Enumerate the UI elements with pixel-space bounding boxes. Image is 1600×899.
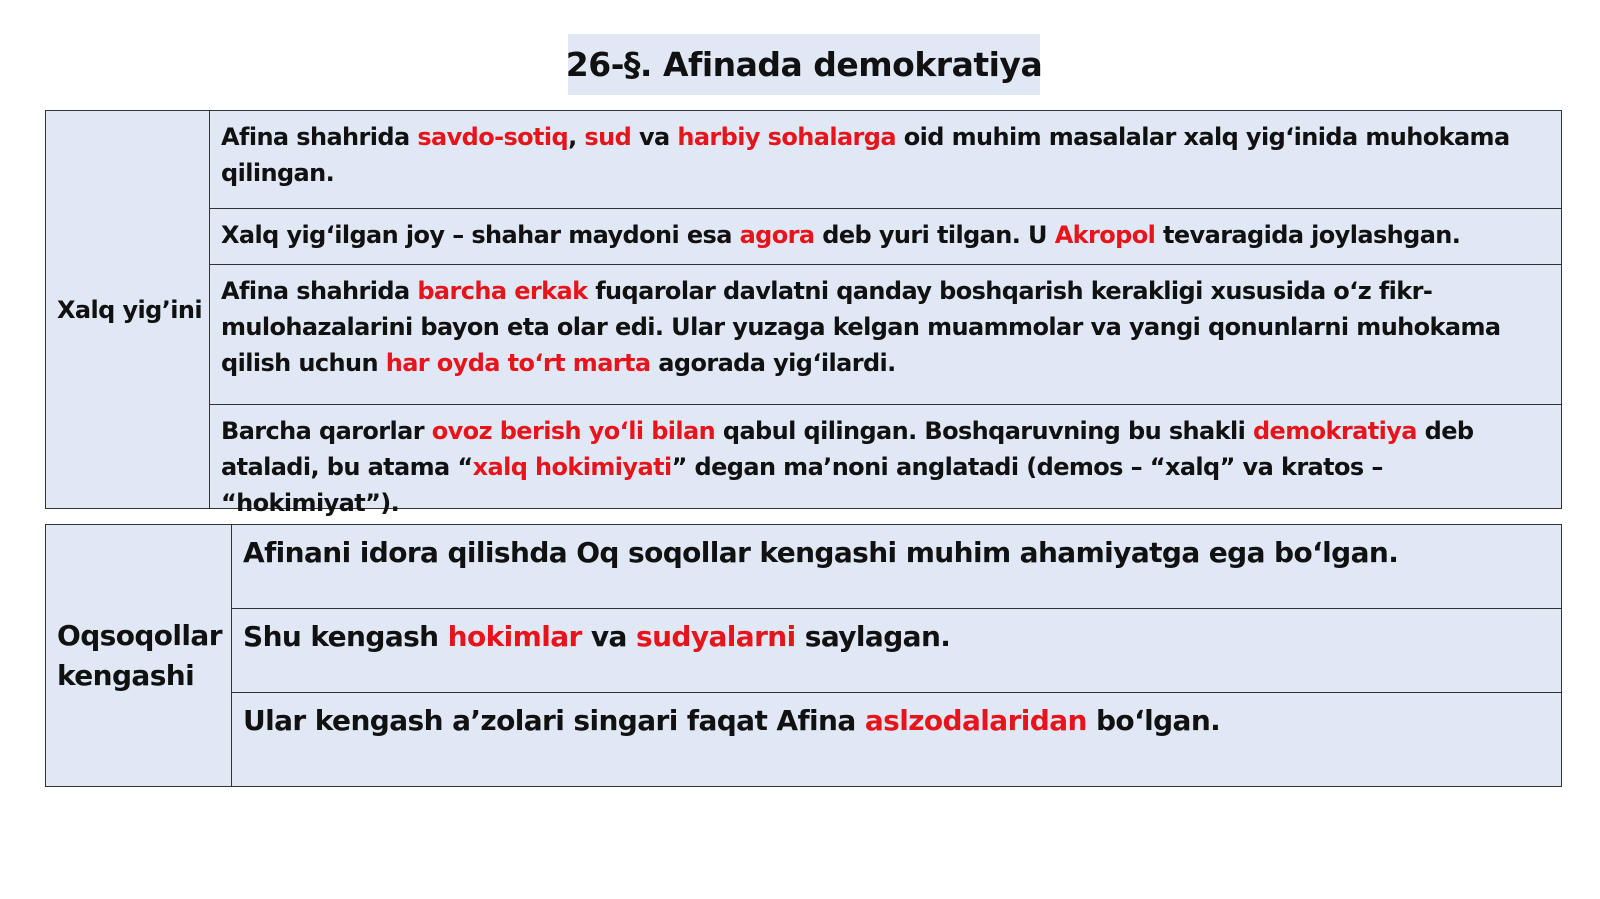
text-segment: Barcha qarorlar [221,417,432,445]
text-segment: oid muhim masalalar xalq yigʻinida muhokama qilingan. [221,123,1510,187]
highlighted-term: savdo-sotiq [417,123,569,151]
text-segment: deb ataladi, bu atama “ [221,417,1474,481]
highlighted-term: harbiy sohalarga [677,123,896,151]
highlighted-term: demokratiya [1252,417,1417,445]
text-segment: tevaragida joylashgan. [1155,221,1461,249]
highlighted-term: sudyalarni [636,620,796,653]
highlighted-term: ovoz berish yoʻli bilan [431,417,716,445]
oqsoqollar-kengashi-row-2 [232,609,1561,693]
highlighted-term: barcha erkak [417,277,588,305]
xalq-yigini-row-4 [210,405,1561,517]
xalq-yigini-row-1 [210,111,1561,209]
highlighted-term: xalq hokimiyati [472,453,672,481]
text-segment: qabul qilingan. Boshqaruvning bu shakli [715,417,1253,445]
xalq-yigini-row-2 [210,209,1561,265]
text-segment: Xalq yigʻilgan joy – shahar maydoni esa [221,221,740,249]
text-segment: boʻlgan. [1086,704,1221,737]
text-segment: Ular kengash a’zolari singari faqat Afina [243,704,865,737]
xalq-yigini-label: Xalq yig’ini [46,111,210,508]
text-segment: agorada yigʻilardi. [650,349,896,377]
text-segment: , [568,123,585,151]
page-title: 26-§. Afinada demokratiya [568,34,1040,95]
text-segment: va [631,123,678,151]
highlighted-term: har oyda toʻrt marta [385,349,651,377]
text-segment: Afina shahrida [221,123,418,151]
highlighted-term: agora [739,221,815,249]
oqsoqollar-kengashi-rows [232,525,1561,786]
highlighted-term: Akropol [1054,221,1156,249]
oqsoqollar-kengashi-row-3 [232,693,1561,786]
text-segment: Afinani idora qilishda Oq soqollar kengashi muhim ahamiyatga ega boʻlgan. [243,536,1399,569]
text-segment: Shu kengash [243,620,448,653]
highlighted-term: aslzodalaridan [864,704,1087,737]
xalq-yigini-rows [210,111,1561,517]
text-segment: fuqarolar davlatni qanday boshqarish kerakligi xususida oʻz fikr-mulohazalarini bayon eta olar edi. Ular yuzaga kelgan muammolar va yangi qonunlarni muhokama qilish uchun [221,277,1501,377]
highlighted-term: sud [584,123,632,151]
text-segment: va [581,620,636,653]
xalq-yigini-row-3 [210,265,1561,405]
text-segment: ” degan ma’noni anglatadi (demos – “xalq” va kratos – “hokimiyat”). [221,453,1383,517]
text-segment: Afina shahrida [221,277,418,305]
oqsoqollar-kengashi-table [45,524,1562,787]
text-segment: saylagan. [795,620,951,653]
oqsoqollar-kengashi-row-1 [232,525,1561,609]
xalq-yigini-table [45,110,1562,517]
text-segment: deb yuri tilgan. U [814,221,1055,249]
highlighted-term: hokimlar [447,620,582,653]
oqsoqollar-kengashi-label: Oqsoqollar kengashi [46,525,232,786]
